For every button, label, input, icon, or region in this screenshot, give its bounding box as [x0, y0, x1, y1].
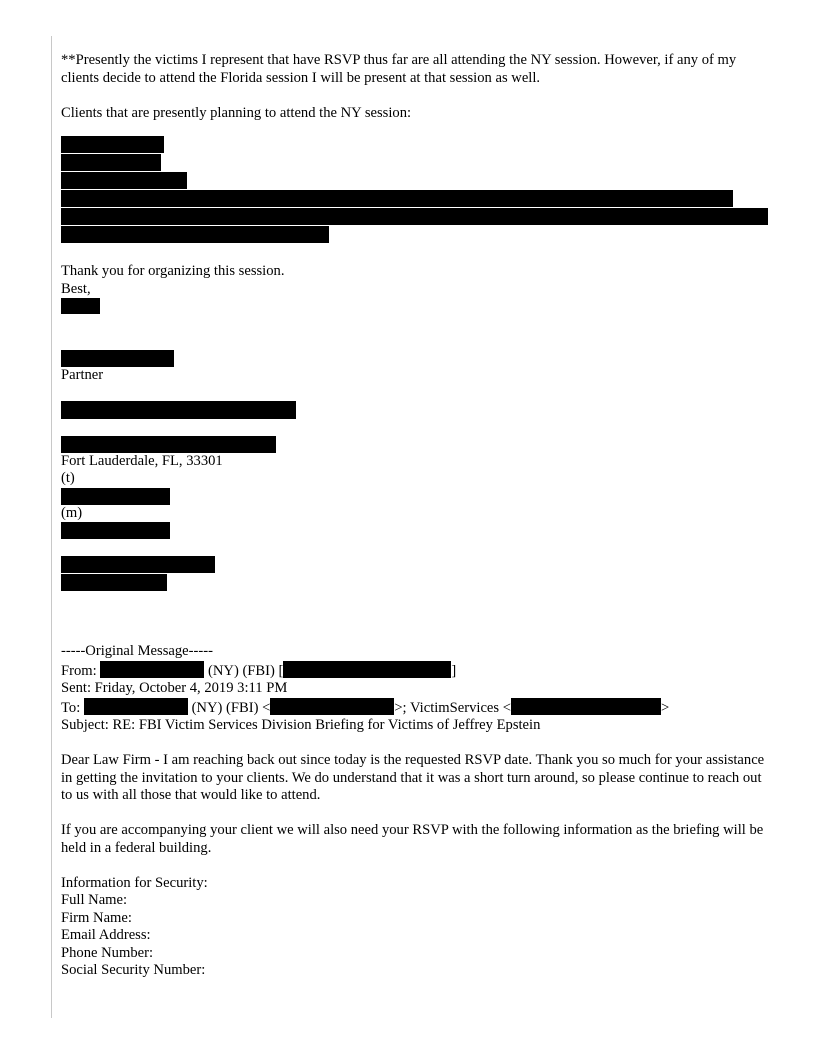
redaction-bar	[61, 488, 170, 505]
tel-label: (t)	[61, 470, 75, 486]
mobile-label: (m)	[61, 504, 83, 521]
redacted-client-list	[61, 136, 771, 243]
from-label: From:	[61, 662, 97, 679]
redaction-bar	[61, 436, 276, 453]
field-ssn: Social Security Number:	[61, 962, 206, 978]
to-tags: (NY) (FBI) <	[191, 699, 271, 716]
field-firm-name: Firm Name:	[61, 909, 132, 926]
field-email-address: Email Address:	[61, 927, 151, 943]
redaction-bar	[61, 401, 296, 419]
to-line	[61, 698, 771, 718]
redaction-bar	[100, 661, 204, 678]
signature-title: Partner	[61, 367, 104, 383]
redaction-bar	[283, 661, 451, 678]
security-heading: Information for Security:	[61, 874, 208, 891]
redaction-bar	[61, 154, 161, 171]
from-line	[61, 661, 771, 681]
sent-line: Sent: Friday, October 4, 2019 3:11 PM	[61, 680, 288, 696]
original-message-divider: -----Original Message-----	[61, 643, 213, 659]
redaction-bar	[61, 298, 100, 314]
body-paragraph-1: Dear Law Firm - I am reaching back out since today is the requested RSVP date. Thank you so much for your assistance in getting the invitation to your clients. We do understand that it was a short turn around, so please continue to reach out to us with all those that would like to attend.	[61, 752, 765, 803]
quote-rule	[51, 36, 52, 1018]
to-separator: >; VictimServices <	[394, 699, 511, 716]
redaction-bar	[61, 172, 187, 189]
address-city: Fort Lauderdale, FL, 33301	[61, 452, 223, 469]
redaction-bar	[61, 350, 174, 367]
from-close: ]	[451, 662, 457, 679]
clients-heading: Clients that are presently planning to attend the NY session:	[61, 104, 412, 121]
redaction-bar	[61, 136, 164, 153]
redaction-bar	[61, 522, 170, 539]
redaction-bar	[84, 698, 188, 715]
redaction-bar	[61, 190, 733, 207]
body-paragraph-2: If you are accompanying your client we will also need your RSVP with the following information as the briefing will be held in a federal building.	[61, 822, 764, 856]
best-line: Best,	[61, 280, 91, 297]
redaction-bar	[511, 698, 661, 715]
to-label: To:	[61, 699, 81, 716]
field-phone-number: Phone Number:	[61, 944, 154, 961]
redaction-bar	[270, 698, 394, 715]
redaction-bar	[61, 226, 329, 243]
rsvp-note: **Presently the victims I represent that have RSVP thus far are all attending the NY session. However, if any of my clients decide to attend the Florida session I will be present at that session as well.	[61, 52, 737, 86]
redaction-bar	[61, 574, 167, 591]
redaction-bar	[61, 556, 215, 573]
redaction-bar	[61, 208, 768, 225]
from-tags: (NY) (FBI) [	[208, 662, 284, 679]
field-full-name: Full Name:	[61, 892, 128, 908]
subject-line: Subject: RE: FBI Victim Services Division Briefing for Victims of Jeffrey Epstein	[61, 717, 541, 733]
thanks-line: Thank you for organizing this session.	[61, 263, 285, 279]
to-close: >	[660, 699, 670, 716]
email-document	[61, 52, 771, 980]
